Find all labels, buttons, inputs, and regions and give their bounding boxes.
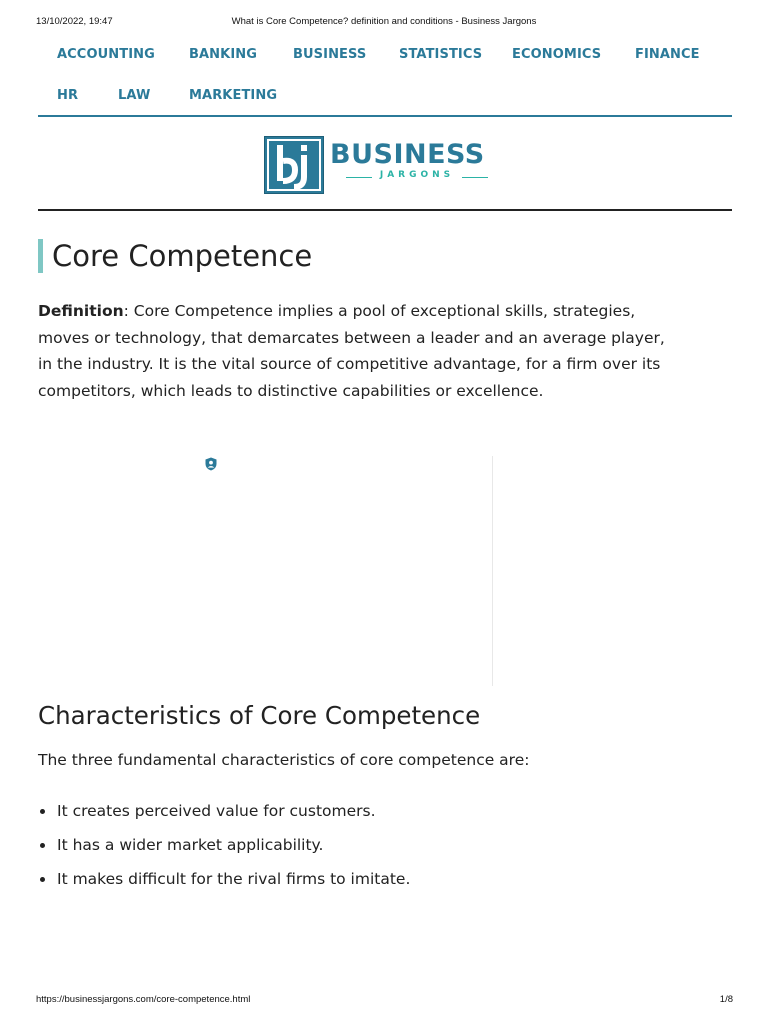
characteristics-list bbox=[38, 800, 410, 902]
nav-economics[interactable]: ECONOMICS bbox=[512, 47, 602, 62]
print-url: https://businessjargons.com/core-competence.html bbox=[36, 994, 251, 1005]
nav-accounting[interactable]: ACCOUNTING bbox=[57, 47, 155, 62]
print-footer bbox=[0, 994, 768, 1008]
definition-paragraph bbox=[38, 298, 668, 404]
bj-monogram-icon bbox=[265, 137, 323, 193]
bullet-icon bbox=[40, 877, 45, 882]
nav-hr[interactable]: HR bbox=[57, 88, 79, 103]
logo-mark bbox=[264, 136, 324, 194]
site-logo[interactable] bbox=[264, 136, 508, 192]
title-accent-bar bbox=[38, 239, 43, 273]
nav-law[interactable]: LAW bbox=[118, 88, 151, 103]
nav-business[interactable]: BUSINESS bbox=[293, 47, 367, 62]
list-item: It has a wider market applicability. bbox=[38, 834, 410, 868]
logo-subtitle bbox=[346, 170, 488, 184]
nav-divider bbox=[38, 115, 732, 117]
header-divider bbox=[38, 209, 732, 211]
page-title: Core Competence bbox=[52, 239, 313, 273]
section-intro: The three fundamental characteristics of core competence are: bbox=[38, 751, 530, 769]
nav-statistics[interactable]: STATISTICS bbox=[399, 47, 483, 62]
list-item: It makes difficult for the rival firms to imitate. bbox=[38, 868, 410, 902]
nav-finance[interactable]: FINANCE bbox=[635, 47, 700, 62]
page-number: 1/8 bbox=[719, 994, 733, 1005]
print-timestamp: 13/10/2022, 19:47 bbox=[36, 16, 113, 27]
print-doc-title: What is Core Competence? definition and conditions - Business Jargons bbox=[231, 16, 537, 27]
ad-divider bbox=[492, 456, 493, 686]
ad-placeholder bbox=[38, 456, 494, 686]
section-heading: Characteristics of Core Competence bbox=[38, 701, 481, 730]
logo-wordmark: BUSINESS bbox=[330, 139, 485, 170]
list-item: It creates perceived value for customers. bbox=[38, 800, 410, 834]
definition-label: Definition bbox=[38, 302, 124, 320]
shield-person-icon[interactable] bbox=[204, 457, 218, 471]
logo-subtitle-text: JARGONS bbox=[379, 170, 455, 180]
bullet-icon bbox=[40, 843, 45, 848]
definition-text: : Core Competence implies a pool of exceptional skills, strategies, moves or technology, that demarcates between a leader and an average player, in the industry. It is the vital source of competitive advantage, for a firm over its competitors, which leads to distinctive capabilities or excellence. bbox=[38, 302, 665, 400]
print-header bbox=[0, 16, 768, 30]
bullet-icon bbox=[40, 809, 45, 814]
nav-marketing[interactable]: MARKETING bbox=[189, 88, 278, 103]
nav-banking[interactable]: BANKING bbox=[189, 47, 258, 62]
